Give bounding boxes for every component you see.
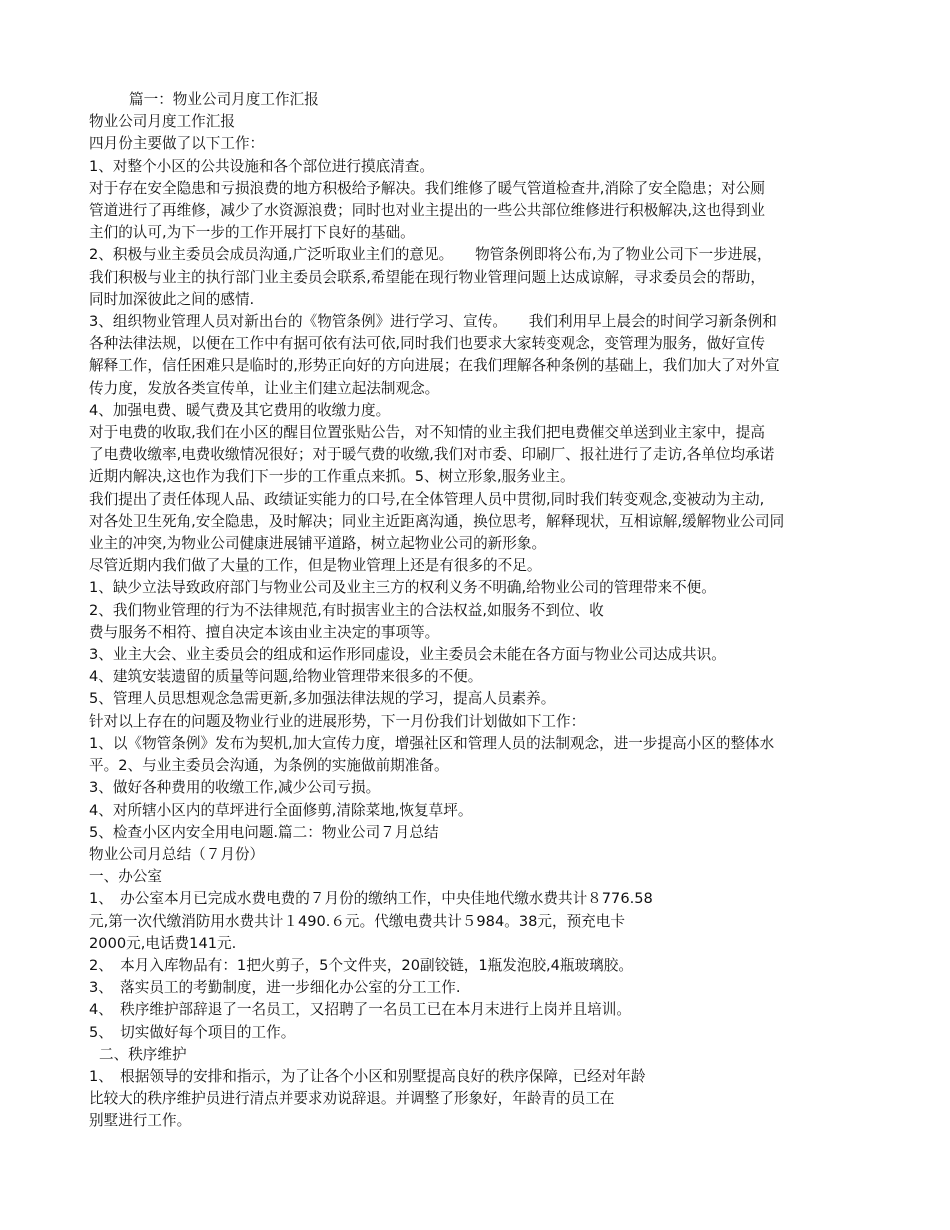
text-line: 业主的冲突,为物业公司健康进展铺平道路，树立起物业公司的新形象。 xyxy=(89,535,547,553)
text-line: 近期内解决,这也作为我们下一步的工作重点来抓。5、树立形象,服务业主。 xyxy=(89,468,575,486)
text-line: 同时加深彼此之间的感情. xyxy=(89,290,255,308)
text-line: 1、对整个小区的公共设施和各个部位进行摸底清查。 xyxy=(89,157,434,175)
text-line: 5、 切实做好每个项目的工作。 xyxy=(89,1023,296,1041)
text-line: 2、 本月入库物品有：1把火剪子，5个文件夹，20副铰链，1瓶发泡胶,4瓶玻璃胶。 xyxy=(89,956,633,974)
section-heading-order: 二、秩序维护 xyxy=(99,1045,187,1063)
text-line: 对于存在安全隐患和亏损浪费的地方积极给予解决。我们维修了暖气管道检查井,消除了安全隐患；对公厕 xyxy=(89,179,765,197)
text-line: 尽管近期内我们做了大量的工作，但是物业管理上还是有很多的不足。 xyxy=(89,557,542,575)
text-line: 我们提出了责任体现人品、政绩证实能力的口号,在全体管理人员中贯彻,同时我们转变观念,变被动为主动, xyxy=(89,490,765,508)
section-title-1: 篇一：物业公司月度工作汇报 xyxy=(129,91,319,108)
document-body xyxy=(89,89,869,1133)
text-line: 4、 秩序维护部辞退了一名员工，又招聘了一名员工已在本月末进行上岗并且培训。 xyxy=(89,1001,631,1019)
text-line: 3、 落实员工的考勤制度，进一步细化办公室的分工工作. xyxy=(89,979,461,997)
text-line: 1、以《物管条例》发布为契机,加大宣传力度，增强社区和管理人员的法制观念，进一步提高小区的整体水 xyxy=(89,734,775,752)
text-line: 主们的认可,为下一步的工作开展打下良好的基础。 xyxy=(89,224,415,242)
text-line: 4、建筑安装遗留的质量等问题,给物业管理带来很多的不便。 xyxy=(89,668,483,686)
text-line: 对各处卫生死角,安全隐患，及时解决；同业主近距离沟通，换位思考，解释现状，互相谅解,缓解物业公司同 xyxy=(89,512,785,530)
text-line: 3、做好各种费用的收缴工作,减少公司亏损。 xyxy=(89,779,381,797)
text-line: 2、我们物业管理的行为不法律规范,有时损害业主的合法权益,如服务不到位、收 xyxy=(89,601,604,619)
text-line: 四月份主要做了以下工作： xyxy=(89,135,265,153)
text-line: 传力度，发放各类宣传单，让业主们建立起法制观念。 xyxy=(89,379,440,397)
text-line: 针对以上存在的问题及物业行业的进展形势，下一月份我们计划做如下工作： xyxy=(89,712,586,730)
text-line: 3、业主大会、业主委员会的组成和运作形同虚设，业主委员会未能在各方面与物业公司达成共识。 xyxy=(89,646,726,664)
text-line: 4、加强电费、暖气费及其它费用的收缴力度。 xyxy=(89,401,391,419)
text-line: 平。2、与业主委员会沟通，为条例的实施做前期准备。 xyxy=(89,757,449,775)
text-line: 1、缺少立法导致政府部门与物业公司及业主三方的权利义务不明确,给物业公司的管理带来不便。 xyxy=(89,579,716,597)
text-line: 4、对所辖小区内的草坪进行全面修剪,清除菜地,恢复草坪。 xyxy=(89,801,473,819)
text-line: 1、 根据领导的安排和指示，为了让各个小区和别墅提高良好的秩序保障，已经对年龄 xyxy=(89,1067,646,1085)
text-line: 管道进行了再维修，减少了水资源浪费；同时也对业主提出的一些公共部位维修进行积极解决,这也得到业 xyxy=(89,202,765,220)
document-title: 物业公司月度工作汇报 xyxy=(89,113,235,131)
text-line: 2000元,电话费141元. xyxy=(89,934,237,952)
text-line: 2、积极与业主委员会成员沟通,广泛听取业主们的意见。 物管条例即将公布,为了物业公司下一步进展， xyxy=(89,246,772,264)
text-line: 别墅进行工作。 xyxy=(89,1112,192,1130)
text-line: 元,第一次代缴消防用水费共计１490.６元。代缴电费共计５984。38元，预充电卡 xyxy=(89,912,625,930)
text-line: 了电费收缴率,电费收缴情况很好；对于暖气费的收缴,我们对市委、印刷厂、报社进行了走访,各单位均承诺 xyxy=(89,446,775,464)
text-line: 5、管理人员思想观念急需更新,多加强法律法规的学习，提高人员素养。 xyxy=(89,690,556,708)
text-line: 各种法律法规，以便在工作中有据可依有法可依,同时我们也要求大家转变观念，变管理为服务，做好宣传 xyxy=(89,335,765,353)
text-line: 我们积极与业主的执行部门业主委员会联系,希望能在现行物业管理问题上达成谅解，寻求委员会的帮助， xyxy=(89,268,765,286)
text-line: 对于电费的收取,我们在小区的醒目位置张贴公告，对不知情的业主我们把电费催交单送到业主家中，提高 xyxy=(89,424,765,442)
text-line: 3、组织物业管理人员对新出台的《物管条例》进行学习、宣传。 我们利用早上晨会的时间学习新条例和 xyxy=(89,313,777,331)
text-line: 1、 办公室本月已完成水费电费的７月份的缴纳工作，中央佳地代缴水费共计８776.58 xyxy=(89,890,653,908)
section-title-2: 物业公司月总结（７月份） xyxy=(89,845,265,863)
text-line: 费与服务不相符、擅自决定本该由业主决定的事项等。 xyxy=(89,623,440,641)
text-line: 5、检查小区内安全用电问题.篇二：物业公司７月总结 xyxy=(89,823,439,841)
section-heading-office: 一、办公室 xyxy=(89,868,162,886)
text-line: 比较大的秩序维护员进行清点并要求劝说辞退。并调整了形象好，年龄青的员工在 xyxy=(89,1090,615,1108)
text-line: 解释工作，信任困难只是临时的,形势正向好的方向进展；在我们理解各种条例的基础上，我们加大了对外宣 xyxy=(89,357,780,375)
